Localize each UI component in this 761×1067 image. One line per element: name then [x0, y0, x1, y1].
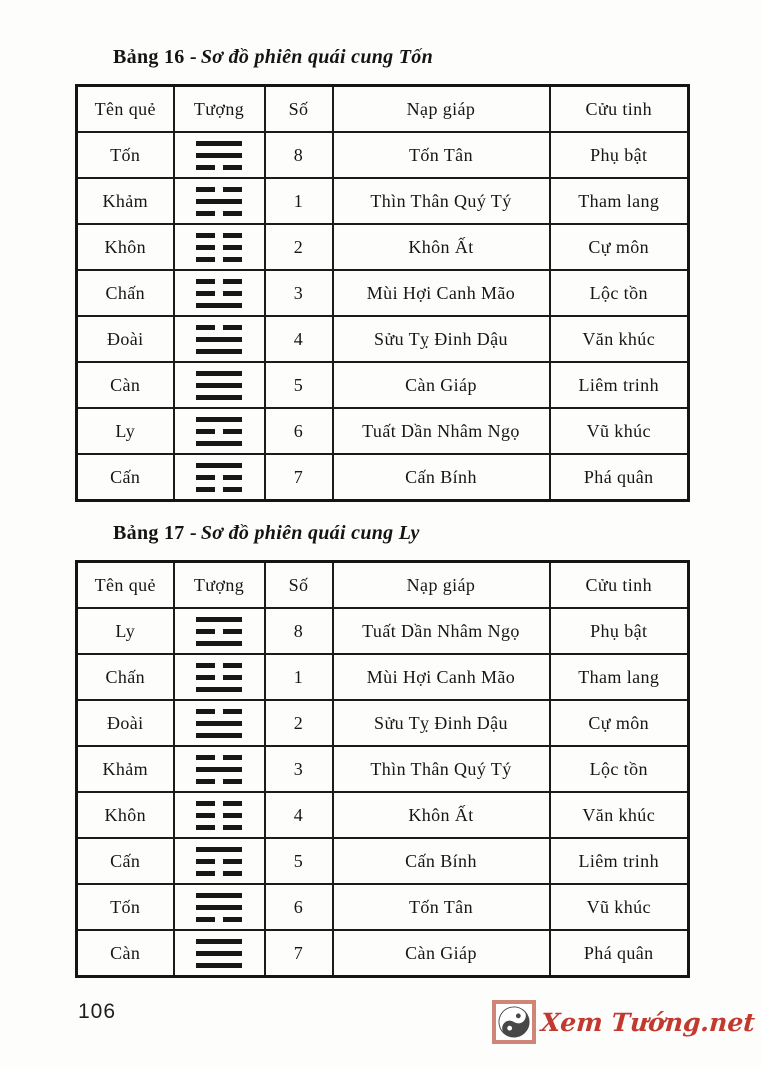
trigram-line-segment	[223, 813, 242, 818]
trigram-line-segment	[196, 709, 215, 714]
cell-tuong	[174, 316, 265, 362]
trigram-line-solid	[196, 141, 242, 146]
trigram-symbol	[196, 709, 242, 738]
trigram-line-segment	[196, 487, 215, 492]
table-row	[77, 454, 689, 501]
trigram-line-segment	[196, 825, 215, 830]
column-header: Tên quẻ	[77, 562, 174, 609]
trigram-line-segment	[223, 245, 242, 250]
trigram-line-broken	[196, 779, 242, 784]
table-row	[77, 608, 689, 654]
trigram-line-segment	[196, 629, 215, 634]
trigram-symbol	[196, 233, 242, 262]
trigram-line-broken	[196, 917, 242, 922]
column-header: Tượng	[174, 562, 265, 609]
cell-nap-giap: Tốn Tân	[333, 884, 550, 930]
trigram-line-solid	[196, 417, 242, 422]
trigram-symbol	[196, 141, 242, 170]
table-title-prefix: Bảng 17 -	[113, 522, 197, 544]
table-row	[77, 792, 689, 838]
table-title-main: Sơ đồ phiên quái cung Ly	[200, 522, 420, 544]
cell-so: 2	[265, 224, 333, 270]
column-header: Cửu tinh	[550, 562, 689, 609]
trigram-line-broken	[196, 187, 242, 192]
trigram-line-broken	[196, 211, 242, 216]
cell-so: 5	[265, 838, 333, 884]
table-title	[113, 46, 761, 69]
yin-yang-icon-inner	[496, 1004, 532, 1040]
trigram-line-solid	[196, 441, 242, 446]
trigram-line-solid	[196, 939, 242, 944]
trigram-line-segment	[223, 165, 242, 170]
trigram-table	[75, 84, 690, 502]
cell-cuu-tinh: Phụ bật	[550, 608, 689, 654]
cell-nap-giap: Cấn Bính	[333, 454, 550, 501]
table-section	[0, 522, 761, 978]
trigram-line-broken	[196, 429, 242, 434]
table-row	[77, 316, 689, 362]
trigram-line-segment	[223, 233, 242, 238]
trigram-line-solid	[196, 767, 242, 772]
trigram-line-solid	[196, 153, 242, 158]
column-header: Nạp giáp	[333, 562, 550, 609]
cell-ten-que: Chấn	[77, 270, 174, 316]
cell-ten-que: Khôn	[77, 792, 174, 838]
table-row	[77, 270, 689, 316]
trigram-line-segment	[196, 165, 215, 170]
trigram-line-segment	[196, 675, 215, 680]
cell-tuong	[174, 654, 265, 700]
cell-cuu-tinh: Liêm trinh	[550, 362, 689, 408]
cell-ten-que: Ly	[77, 608, 174, 654]
cell-ten-que: Ly	[77, 408, 174, 454]
cell-nap-giap: Thìn Thân Quý Tý	[333, 178, 550, 224]
cell-ten-que: Càn	[77, 362, 174, 408]
trigram-line-solid	[196, 337, 242, 342]
column-header: Số	[265, 86, 333, 133]
cell-cuu-tinh: Vũ khúc	[550, 408, 689, 454]
cell-cuu-tinh: Tham lang	[550, 654, 689, 700]
trigram-line-broken	[196, 325, 242, 330]
trigram-line-broken	[196, 165, 242, 170]
cell-tuong	[174, 408, 265, 454]
trigram-line-segment	[223, 859, 242, 864]
cell-tuong	[174, 746, 265, 792]
cell-cuu-tinh: Lộc tồn	[550, 746, 689, 792]
cell-so: 3	[265, 270, 333, 316]
trigram-line-segment	[223, 291, 242, 296]
trigram-line-segment	[196, 429, 215, 434]
cell-cuu-tinh: Phá quân	[550, 454, 689, 501]
trigram-symbol	[196, 801, 242, 830]
trigram-symbol	[196, 371, 242, 400]
trigram-line-segment	[223, 325, 242, 330]
cell-nap-giap: Mùi Hợi Canh Mão	[333, 270, 550, 316]
cell-tuong	[174, 608, 265, 654]
trigram-line-segment	[196, 755, 215, 760]
cell-tuong	[174, 362, 265, 408]
trigram-line-solid	[196, 641, 242, 646]
trigram-symbol	[196, 279, 242, 308]
trigram-line-segment	[223, 779, 242, 784]
table-row	[77, 178, 689, 224]
table-row	[77, 700, 689, 746]
trigram-symbol	[196, 847, 242, 876]
trigram-line-segment	[223, 257, 242, 262]
trigram-symbol	[196, 939, 242, 968]
trigram-line-segment	[196, 291, 215, 296]
table-row	[77, 654, 689, 700]
cell-so: 6	[265, 408, 333, 454]
trigram-line-solid	[196, 395, 242, 400]
cell-so: 7	[265, 930, 333, 977]
table-title-main: Sơ đồ phiên quái cung Tốn	[200, 46, 434, 68]
cell-ten-que: Khảm	[77, 746, 174, 792]
cell-cuu-tinh: Lộc tồn	[550, 270, 689, 316]
trigram-line-segment	[223, 187, 242, 192]
trigram-line-solid	[196, 349, 242, 354]
trigram-line-broken	[196, 279, 242, 284]
cell-nap-giap: Khôn Ất	[333, 224, 550, 270]
cell-tuong	[174, 792, 265, 838]
trigram-line-solid	[196, 371, 242, 376]
cell-ten-que: Cấn	[77, 454, 174, 501]
trigram-line-solid	[196, 199, 242, 204]
trigram-symbol	[196, 755, 242, 784]
cell-cuu-tinh: Cự môn	[550, 700, 689, 746]
trigram-symbol	[196, 187, 242, 216]
trigram-line-solid	[196, 963, 242, 968]
cell-tuong	[174, 178, 265, 224]
cell-cuu-tinh: Liêm trinh	[550, 838, 689, 884]
cell-nap-giap: Khôn Ất	[333, 792, 550, 838]
cell-so: 2	[265, 700, 333, 746]
cell-tuong	[174, 884, 265, 930]
watermark	[492, 1000, 757, 1044]
trigram-symbol	[196, 617, 242, 646]
cell-ten-que: Tốn	[77, 884, 174, 930]
trigram-line-segment	[196, 859, 215, 864]
trigram-line-segment	[223, 663, 242, 668]
cell-tuong	[174, 930, 265, 977]
trigram-line-segment	[223, 917, 242, 922]
table-row	[77, 930, 689, 977]
cell-nap-giap: Càn Giáp	[333, 930, 550, 977]
column-header: Tượng	[174, 86, 265, 133]
trigram-line-segment	[196, 245, 215, 250]
cell-cuu-tinh: Phụ bật	[550, 132, 689, 178]
cell-tuong	[174, 132, 265, 178]
yin-yang-icon	[492, 1000, 536, 1044]
trigram-line-segment	[196, 871, 215, 876]
trigram-line-segment	[196, 211, 215, 216]
column-header: Nạp giáp	[333, 86, 550, 133]
trigram-line-segment	[223, 211, 242, 216]
cell-nap-giap: Tuất Dần Nhâm Ngọ	[333, 608, 550, 654]
cell-so: 1	[265, 178, 333, 224]
trigram-line-solid	[196, 383, 242, 388]
cell-nap-giap: Cấn Bính	[333, 838, 550, 884]
cell-nap-giap: Thìn Thân Quý Tý	[333, 746, 550, 792]
cell-so: 6	[265, 884, 333, 930]
watermark-text: Xem Tướng.net	[540, 1007, 757, 1037]
trigram-line-segment	[223, 801, 242, 806]
trigram-line-segment	[196, 475, 215, 480]
trigram-line-segment	[196, 233, 215, 238]
table-row	[77, 884, 689, 930]
trigram-line-broken	[196, 257, 242, 262]
trigram-line-segment	[223, 629, 242, 634]
trigram-line-solid	[196, 951, 242, 956]
cell-so: 1	[265, 654, 333, 700]
trigram-symbol	[196, 325, 242, 354]
trigram-symbol	[196, 663, 242, 692]
trigram-line-segment	[223, 279, 242, 284]
trigram-line-broken	[196, 663, 242, 668]
trigram-line-solid	[196, 617, 242, 622]
trigram-line-segment	[223, 709, 242, 714]
cell-ten-que: Càn	[77, 930, 174, 977]
cell-nap-giap: Mùi Hợi Canh Mão	[333, 654, 550, 700]
cell-ten-que: Khảm	[77, 178, 174, 224]
table-row	[77, 746, 689, 792]
trigram-line-segment	[196, 325, 215, 330]
trigram-line-broken	[196, 825, 242, 830]
table-row	[77, 224, 689, 270]
table-section	[0, 46, 761, 502]
trigram-line-broken	[196, 233, 242, 238]
trigram-line-broken	[196, 629, 242, 634]
trigram-line-solid	[196, 847, 242, 852]
cell-tuong	[174, 838, 265, 884]
header-row	[77, 562, 689, 609]
cell-cuu-tinh: Phá quân	[550, 930, 689, 977]
table-title	[113, 522, 761, 545]
cell-cuu-tinh: Vũ khúc	[550, 884, 689, 930]
trigram-line-segment	[196, 257, 215, 262]
trigram-line-broken	[196, 245, 242, 250]
trigram-line-broken	[196, 859, 242, 864]
trigram-line-segment	[223, 675, 242, 680]
trigram-line-segment	[196, 813, 215, 818]
trigram-line-solid	[196, 303, 242, 308]
cell-so: 8	[265, 608, 333, 654]
cell-ten-que: Cấn	[77, 838, 174, 884]
trigram-line-segment	[196, 279, 215, 284]
cell-ten-que: Chấn	[77, 654, 174, 700]
trigram-line-solid	[196, 893, 242, 898]
cell-ten-que: Đoài	[77, 316, 174, 362]
trigram-line-segment	[196, 801, 215, 806]
cell-tuong	[174, 700, 265, 746]
trigram-line-solid	[196, 721, 242, 726]
table-row	[77, 132, 689, 178]
trigram-symbol	[196, 463, 242, 492]
trigram-table	[75, 560, 690, 978]
cell-so: 3	[265, 746, 333, 792]
cell-nap-giap: Tốn Tân	[333, 132, 550, 178]
table-row	[77, 838, 689, 884]
cell-so: 5	[265, 362, 333, 408]
table-row	[77, 362, 689, 408]
trigram-line-broken	[196, 755, 242, 760]
column-header: Tên quẻ	[77, 86, 174, 133]
trigram-line-solid	[196, 687, 242, 692]
trigram-symbol	[196, 417, 242, 446]
trigram-line-broken	[196, 801, 242, 806]
tables-container	[0, 46, 761, 998]
trigram-line-broken	[196, 871, 242, 876]
trigram-line-broken	[196, 475, 242, 480]
cell-cuu-tinh: Văn khúc	[550, 316, 689, 362]
trigram-line-solid	[196, 905, 242, 910]
trigram-line-broken	[196, 675, 242, 680]
cell-so: 4	[265, 792, 333, 838]
cell-ten-que: Đoài	[77, 700, 174, 746]
trigram-line-solid	[196, 463, 242, 468]
trigram-line-broken	[196, 709, 242, 714]
cell-tuong	[174, 224, 265, 270]
trigram-line-segment	[223, 825, 242, 830]
trigram-line-segment	[223, 755, 242, 760]
header-row	[77, 86, 689, 133]
cell-nap-giap: Sửu Tỵ Đinh Dậu	[333, 316, 550, 362]
cell-cuu-tinh: Cự môn	[550, 224, 689, 270]
cell-so: 7	[265, 454, 333, 501]
cell-nap-giap: Càn Giáp	[333, 362, 550, 408]
trigram-line-solid	[196, 733, 242, 738]
trigram-line-segment	[196, 187, 215, 192]
trigram-line-segment	[196, 663, 215, 668]
trigram-line-segment	[196, 917, 215, 922]
trigram-line-segment	[223, 487, 242, 492]
trigram-line-broken	[196, 813, 242, 818]
cell-so: 8	[265, 132, 333, 178]
trigram-line-segment	[223, 871, 242, 876]
column-header: Số	[265, 562, 333, 609]
cell-ten-que: Tốn	[77, 132, 174, 178]
column-header: Cửu tinh	[550, 86, 689, 133]
table-title-prefix: Bảng 16 -	[113, 46, 197, 68]
cell-nap-giap: Tuất Dần Nhâm Ngọ	[333, 408, 550, 454]
cell-tuong	[174, 454, 265, 501]
trigram-symbol	[196, 893, 242, 922]
trigram-line-segment	[196, 779, 215, 784]
cell-ten-que: Khôn	[77, 224, 174, 270]
cell-so: 4	[265, 316, 333, 362]
trigram-line-broken	[196, 487, 242, 492]
table-row	[77, 408, 689, 454]
cell-cuu-tinh: Văn khúc	[550, 792, 689, 838]
trigram-line-segment	[223, 475, 242, 480]
cell-cuu-tinh: Tham lang	[550, 178, 689, 224]
trigram-line-broken	[196, 291, 242, 296]
cell-nap-giap: Sửu Tỵ Đinh Dậu	[333, 700, 550, 746]
page-number: 106	[78, 1000, 117, 1023]
cell-tuong	[174, 270, 265, 316]
trigram-line-segment	[223, 429, 242, 434]
